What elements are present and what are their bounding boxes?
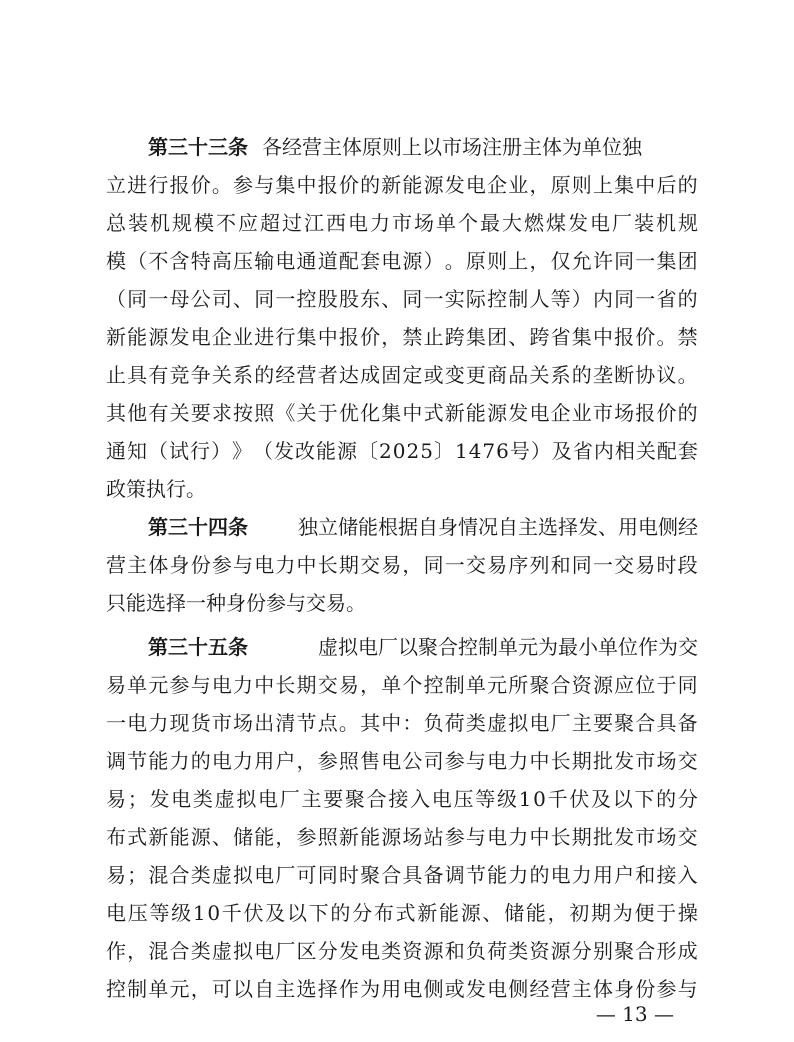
text-line: 作 ， 混 合 类 虚 拟 电 厂 区 分 发 电 类 资 源 和 负 荷 类 资 源 分 别 聚 合 形 成 [106,939,698,963]
document-body [106,128,698,1008]
article-number: 第三十三条 [148,135,248,159]
paragraph-first-line [106,628,698,666]
page-number: — 13 — [595,1002,674,1026]
text-line: 控 制 单 元 ， 可 以 自 主 选 择 作 为 用 电 侧 或 发 电 侧 经 营 主 体 身 份 参 与 [106,977,698,1001]
text-line: 虚拟电厂以聚合控制单元为最小单位作为交 [318,635,698,659]
text-line: 只能选择一种身份参与交易。 [106,591,366,615]
article-35 [106,628,698,1008]
text-line: 总 装 机 规 模 不 应 超 过 江 西 电 力 市 场 单 个 最 大 燃 煤 发 电 厂 装 机 规 [106,211,698,235]
text-line: 调 节 能 力 的 电 力 用 户 ， 参 照 售 电 公 司 参 与 电 力 中 长 期 批 发 市 场 交 [106,749,698,773]
article-34 [106,508,698,622]
text-line: 立 进 行 报 价 。 参 与 集 中 报 价 的 新 能 源 发 电 企 业 ， 原 则 上 集 中 后 的 [106,173,698,197]
article-number: 第三十五条 [148,635,248,659]
article-33 [106,128,698,508]
text-line: 易 ； 发 电 类 虚 拟 电 厂 主 要 聚 合 接 入 电 压 等 级 1 0 千 伏 及 以 下 的 分 [106,787,698,811]
text-line: 布 式 新 能 源 、 储 能 ， 参 照 新 能 源 场 站 参 与 电 力 中 长 期 批 发 市 场 交 [106,825,698,849]
text-line: 各经营主体原则上以市场注册主体为单位独 [262,135,642,159]
text-line: 政策执行。 [106,477,206,501]
text-line: 新 能 源 发 电 企 业 进 行 集 中 报 价 ， 禁 止 跨 集 团 、 跨 省 集 中 报 价 。 禁 [106,325,698,349]
text-line: 一 电 力 现 货 市 场 出 清 节 点 。 其 中 ： 负 荷 类 虚 拟 电 厂 主 要 聚 合 具 备 [106,711,698,735]
text-line: 模 （ 不 含 特 高 压 输 电 通 道 配 套 电 源 ） 。 原 则 上 ， 仅 允 许 同 一 集 团 [106,249,698,273]
text-line: 营 主 体 身 份 参 与 电 力 中 长 期 交 易 ， 同 一 交 易 序 列 和 同 一 交 易 时 段 [106,553,698,577]
text-line: （ 同 一 母 公 司 、 同 一 控 股 股 东 、 同 一 实 际 控 制 人 等 ） 内 同 一 省 的 [106,287,698,311]
text-line: 止 具 有 竞 争 关 系 的 经 营 者 达 成 固 定 或 变 更 商 品 关 系 的 垄 断 协 议 。 [106,363,698,387]
text-line: 独立储能根据自身情况自主选择发、用电侧经 [298,515,698,539]
page-number-footer [0,999,794,1029]
text-line: 易 单 元 参 与 电 力 中 长 期 交 易 ， 单 个 控 制 单 元 所 聚 合 资 源 应 位 于 同 [106,673,698,697]
article-number: 第三十四条 [148,515,248,539]
paragraph-first-line [106,508,698,546]
text-line: 电 压 等 级 1 0 千 伏 及 以 下 的 分 布 式 新 能 源 、 储 能 ， 初 期 为 便 于 操 [106,901,698,925]
text-line: 通 知 （ 试 行 ） 》 （ 发 改 能 源 〔 2 0 2 5 〕 1 4 7 6 号 ） 及 省 内 相 关 配 套 [106,439,698,463]
text-line: 其 他 有 关 要 求 按 照 《 关 于 优 化 集 中 式 新 能 源 发 电 企 业 市 场 报 价 的 [106,401,698,425]
text-line: 易 ； 混 合 类 虚 拟 电 厂 可 同 时 聚 合 具 备 调 节 能 力 的 电 力 用 户 和 接 入 [106,863,698,887]
paragraph-first-line [106,128,698,166]
